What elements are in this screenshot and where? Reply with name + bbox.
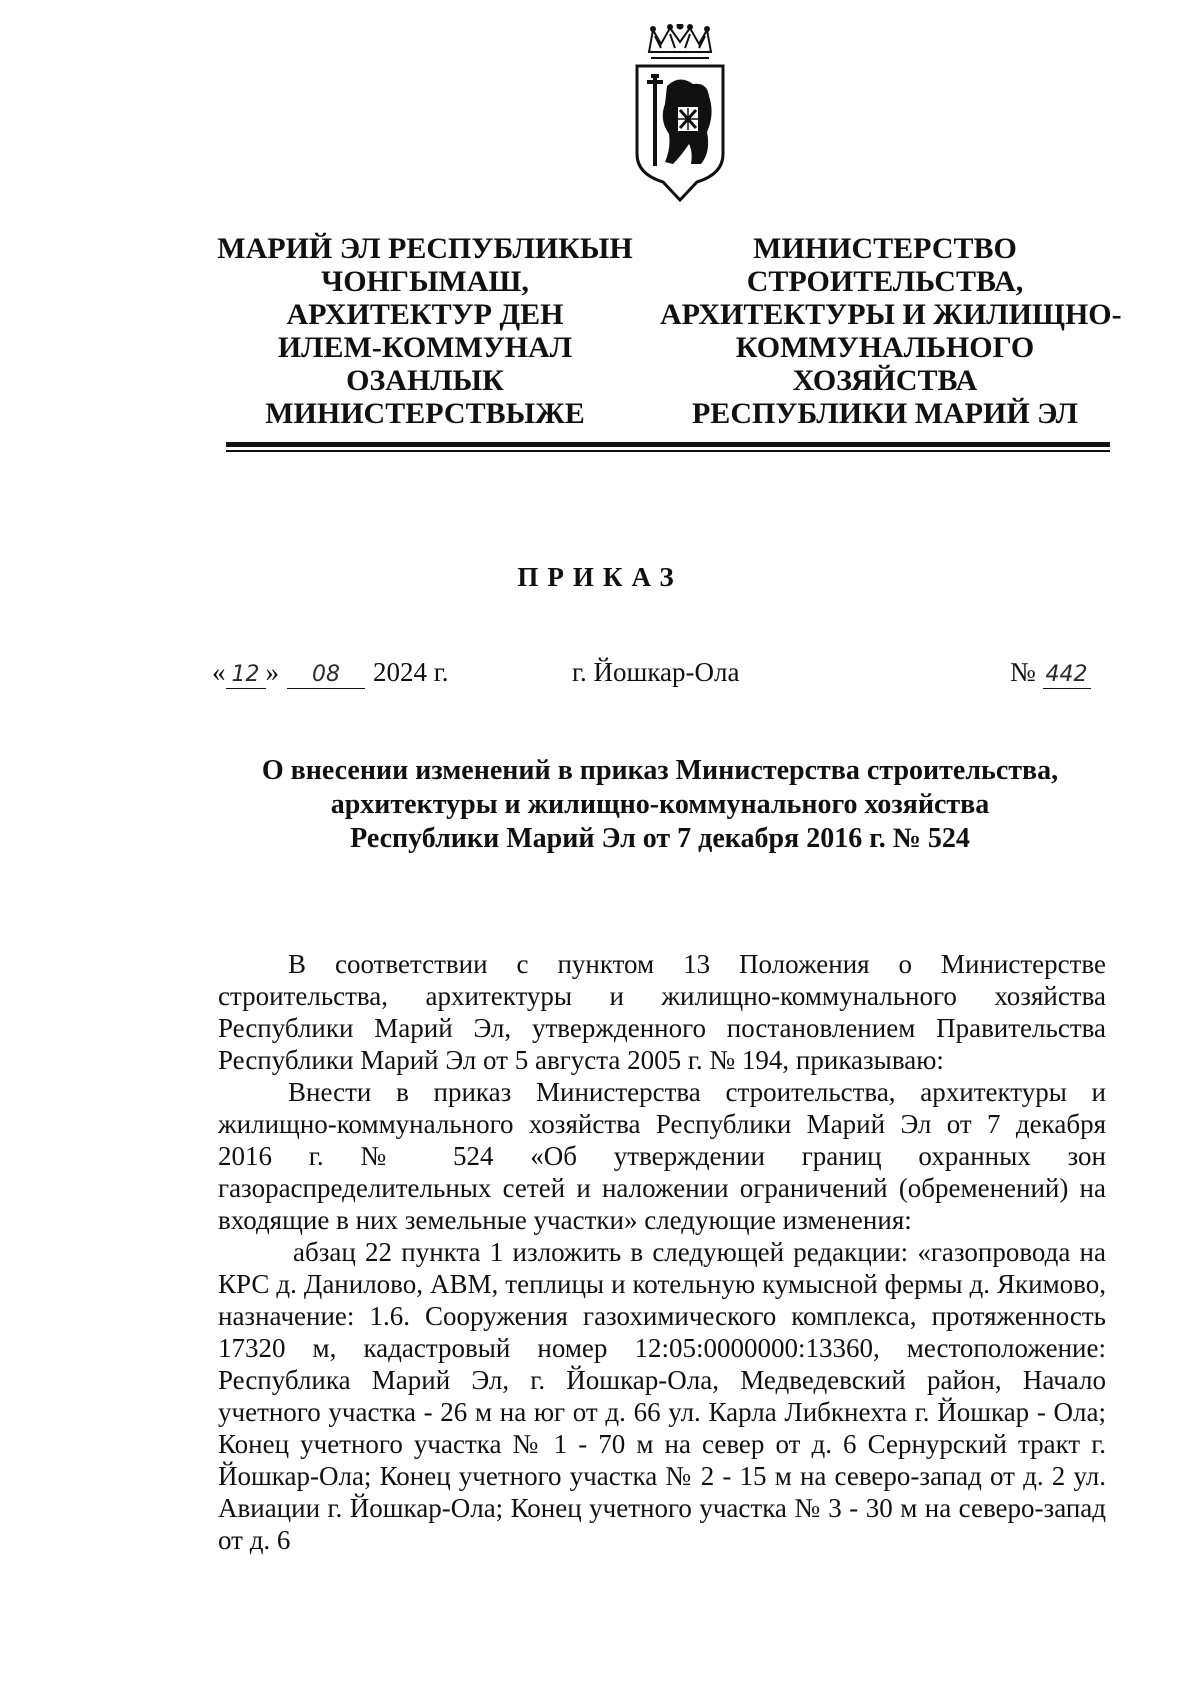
header-russian-line: РЕСПУБЛИКИ МАРИЙ ЭЛ xyxy=(691,397,1078,430)
date-quote-close: » xyxy=(265,657,279,687)
date-month-handwritten: 08 xyxy=(287,662,365,689)
header-russian-name xyxy=(660,232,1122,430)
title-line: архитектуры и жилищно-коммунального хозяйства xyxy=(330,789,990,820)
body-paragraph-directive: Внести в приказ Министерства строительства, архитектуры и жилищно-коммунального хозяйства Республики Марий Эл от 7 декабря 2016 г. № 524 «Об утверждении границ охранных зон газораспределительных сетей и наложении ограничений (обременений) на входящие в них земельные участки» следующие изменения: xyxy=(218,1077,1106,1235)
body-paragraph-basis: В соответствии с пунктом 13 Положения о Министерстве строительства, архитектуры и жилищно-коммунального хозяйства Республики Марий Эл, утвержденного постановлением Правительства Республики Марий Эл от 5 августа 2005 г. № 194, приказываю: xyxy=(218,949,1106,1075)
coat-of-arms-icon xyxy=(627,24,733,202)
header-mari-line: МИНИСТЕРСТВЫЖЕ xyxy=(265,397,585,430)
header-mari-name xyxy=(205,232,645,430)
date-quote-open: « xyxy=(212,657,226,687)
body-paragraph-amendment: абзац 22 пункта 1 изложить в следующей редакции: «газопровода на КРС д. Данилово, АВМ, теплицы и котельную кумысной фермы д. Якимово, назначение: 1.6. Сооружения газохимического комплекса, протяженность 17320 м, кадастровый номер 12:05:0000000:13360, местоположение: Республика Марий Эл, г. Йошкар-Ола, Медведевский район, Начало учетного участка - 26 м на юг от д. 66 ул. Карла Либкнехта г. Йошкар - Ола; Конец учетного участка № 1 - 70 м на север от д. 6 Сернурский тракт г. Йошкар-Ола; Конец учетного участка № 2 - 15 м на северо-запад от д. 2 ул. Авиации г. Йошкар-Ола; Конец учетного участка № 3 - 30 м на северо-запад от д. 6 xyxy=(218,1237,1106,1555)
header-mari-line: ЧОНГЫМАШ, xyxy=(321,265,529,298)
order-number xyxy=(1010,657,1091,689)
title-line: Республики Марий Эл от 7 декабря 2016 г. № 524 xyxy=(350,823,970,854)
document-type-heading: ПРИКАЗ xyxy=(517,562,683,592)
header-mari-line: АРХИТЕКТУР ДЕН xyxy=(286,298,564,331)
number-label: № xyxy=(1010,657,1036,687)
header-mari-line: ИЛЕМ-КОММУНАЛ xyxy=(277,331,573,364)
order-city: г. Йошкар-Ола xyxy=(572,657,740,687)
number-handwritten: 442 xyxy=(1043,662,1091,689)
header-russian-line: КОММУНАЛЬНОГО xyxy=(735,331,1035,364)
order-date xyxy=(212,657,449,689)
title-line: О внесении изменений в приказ Министерства строительства, xyxy=(261,755,1059,786)
date-year: 2024 г. xyxy=(373,657,449,687)
order-title xyxy=(160,754,1160,856)
header-russian-line: СТРОИТЕЛЬСТВА, xyxy=(746,265,1024,298)
order-body xyxy=(218,948,1106,1556)
header-divider-thin xyxy=(226,450,1110,452)
header-russian-line: ХОЗЯЙСТВА xyxy=(792,364,978,397)
header-russian-line: АРХИТЕКТУРЫ И ЖИЛИЩНО- xyxy=(660,298,1122,331)
header-mari-line: МАРИЙ ЭЛ РЕСПУБЛИКЫН xyxy=(217,232,633,265)
header-mari-line: ОЗАНЛЫК xyxy=(346,364,504,397)
date-day-handwritten: 12 xyxy=(226,662,266,689)
header-divider-thick xyxy=(226,442,1110,447)
header-russian-line: МИНИСТЕРСТВО xyxy=(753,232,1017,265)
